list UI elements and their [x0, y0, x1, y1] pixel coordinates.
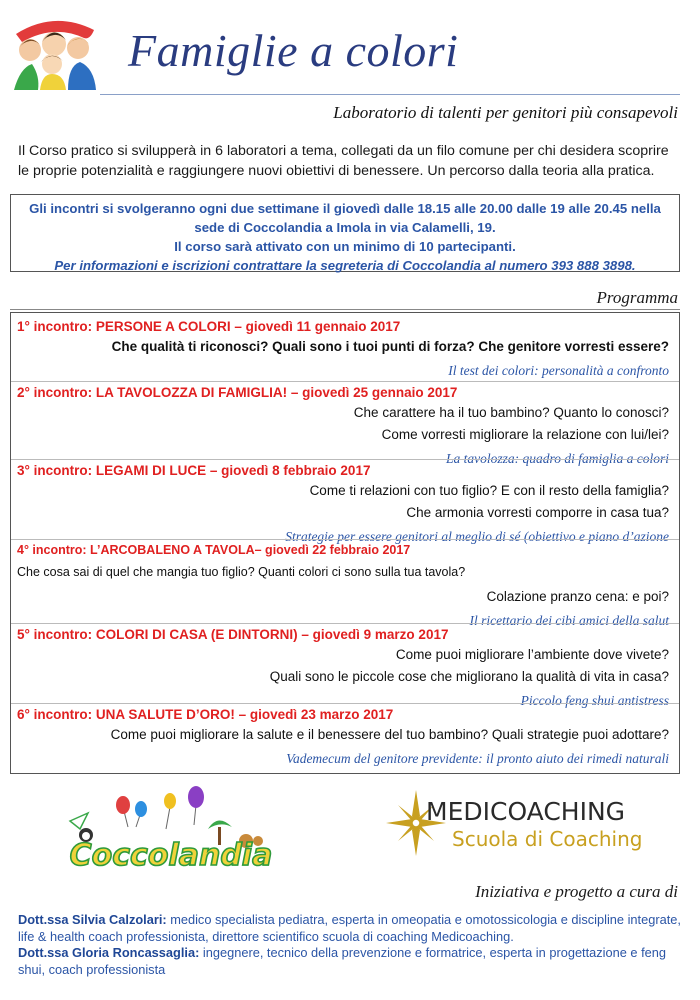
session-question: Che qualità ti riconosci? Quali sono i tuoi punti di forza? Che genitore vorresti essere? — [111, 339, 669, 354]
coccolandia-wordmark: Coccolandia — [69, 838, 273, 873]
family-kids-logo — [10, 10, 98, 92]
info-contact: Per informazioni e iscrizioni contrattare la segreteria di Coccolandia al numero 393 888 3898. — [54, 258, 636, 273]
author-description: ingegnere, tecnico della prevenzione e formatrice, esperta in progettazione e feng shui, coach professionista — [18, 945, 667, 977]
session-divider — [11, 381, 679, 382]
session-tip: Strategie per essere genitori al meglio di sé (obiettivo e piano d’azione — [285, 529, 669, 544]
session-tip: Il ricettario dei cibi amici della salut — [469, 613, 669, 628]
author-description: medico specialista pediatra, esperta in omeopatia e omotossicologia e discipline integrate, life & health coach professionista, direttore scientifico scuola di coaching Medicoaching. — [18, 912, 681, 944]
session-question: Come puoi migliorare la salute e il benessere del tuo bambino? Quali strategie puoi adottare? — [110, 727, 669, 742]
session-question: Come puoi migliorare l’ambiente dove vivete? — [395, 647, 669, 662]
session-question: Quali sono le piccole cose che migliorano la qualità di vita in casa? — [269, 669, 669, 684]
session-question: Che armonia vorresti comporre in casa tua? — [406, 505, 669, 520]
session-tip: La tavolozza: quadro di famiglia a colori — [445, 451, 669, 466]
session-title: 1° incontro: PERSONE A COLORI – giovedì 11 gennaio 2017 — [17, 319, 401, 334]
session-title: 2° incontro: LA TAVOLOZZA DI FAMIGLIA! – giovedì 25 gennaio 2017 — [17, 385, 458, 400]
session-divider — [11, 623, 679, 624]
session-question: Che carattere ha il tuo bambino? Quanto lo conosci? — [353, 405, 669, 420]
info-minimum: Il corso sarà attivato con un minimo di 10 partecipanti. — [174, 239, 516, 254]
header-divider — [100, 94, 680, 95]
intro-paragraph: Il Corso pratico si svilupperà in 6 laboratori a tema, collegati da un filo comune per chi desidera scoprire le proprie potenzialità e raggiungere nuovi obiettivi di benessere. Un percorso dalla teoria alla pratica. — [18, 143, 669, 179]
medicoaching-logo — [386, 786, 676, 860]
info-venue: sede di Coccolandia a Imola in via Calamelli, 19. — [194, 220, 496, 235]
session-title: 5° incontro: COLORI DI CASA (E DINTORNI) – giovedì 9 marzo 2017 — [17, 627, 449, 642]
programma-heading: Programma — [596, 288, 678, 307]
page-subtitle: Laboratorio di talenti per genitori più consapevoli — [333, 103, 678, 122]
session-divider — [11, 459, 679, 460]
medicoaching-name: MEDICOACHING — [426, 797, 626, 826]
author-name: Dott.ssa Gloria Roncassaglia: — [18, 945, 200, 961]
session-question: Come vorresti migliorare la relazione con lui/lei? — [381, 427, 669, 442]
initiative-heading: Iniziativa e progetto a cura di — [475, 882, 678, 901]
session-question: Colazione pranzo cena: e poi? — [486, 589, 669, 604]
coccolandia-logo — [66, 785, 276, 877]
info-schedule: Gli incontri si svolgeranno ogni due settimane il giovedì dalle 18.15 alle 20.00 dalle 19 alle 20.45 nella — [29, 201, 661, 216]
session-title: 3° incontro: LEGAMI DI LUCE – giovedì 8 febbraio 2017 — [17, 463, 371, 478]
programma-divider — [10, 309, 680, 310]
author-name: Dott.ssa Silvia Calzolari: — [18, 912, 167, 927]
session-question: Come ti relazioni con tuo figlio? E con il resto della famiglia? — [309, 483, 669, 498]
session-divider — [11, 703, 679, 704]
program-box — [10, 312, 680, 774]
authors-section — [18, 912, 682, 978]
session-question: Che cosa sai di quel che mangia tuo figlio? Quanti colori ci sono sulla tua tavola? — [17, 565, 466, 579]
medicoaching-tagline: Scuola di Coaching — [452, 827, 643, 851]
session-divider — [11, 539, 679, 540]
session-title: 6° incontro: UNA SALUTE D’ORO! – giovedì 23 marzo 2017 — [17, 707, 394, 722]
session-tip: Il test dei colori: personalità a confronto — [448, 363, 669, 378]
info-box — [10, 194, 680, 272]
session-tip: Piccolo feng shui antistress — [520, 693, 669, 708]
session-title: 4° incontro: L’ARCOBALENO A TAVOLA– giovedì 22 febbraio 2017 — [17, 543, 411, 557]
session-tip: Vademecum del genitore previdente: il pronto aiuto dei rimedi naturali — [286, 751, 669, 766]
page-title: Famiglie a colori — [128, 25, 459, 76]
